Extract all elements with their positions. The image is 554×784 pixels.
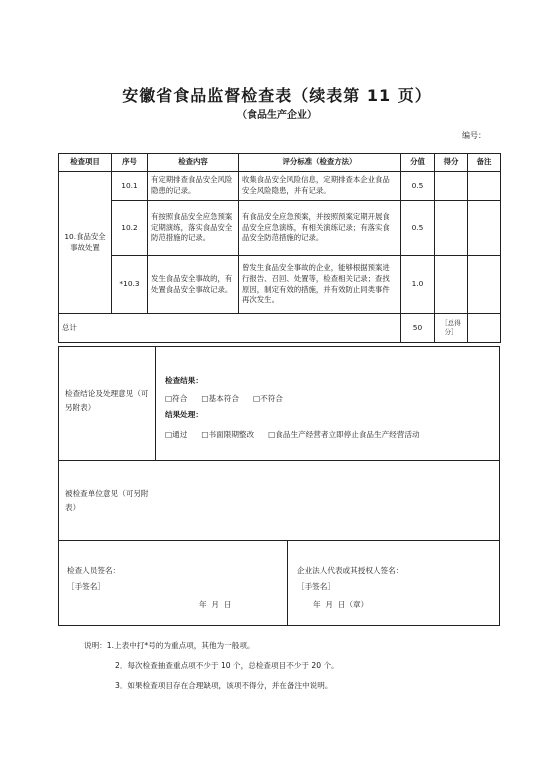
row-criteria: 有食品安全应急预案，并按照预案定期开展食品安全应急演练，有相关演练记录；有落实食品安全防范措施的记录。 [239, 201, 401, 256]
row-seq: *10.3 [112, 256, 148, 314]
header-seq: 序号 [112, 154, 148, 172]
inspection-table [58, 153, 501, 343]
row-criteria: 曾发生食品安全事故的企业，能够根据预案进行报告、召回、处置等，检查相关记录；查找原因，制定有效的措施，并有效防止同类事件再次发生。 [239, 256, 401, 314]
result-option-basic-comply[interactable]: □基本符合 [201, 394, 239, 403]
legal-sign-label: 企业法人代表或其授权人签名： [297, 566, 404, 575]
row-got-cell[interactable] [435, 201, 468, 256]
row-got-cell[interactable] [435, 256, 468, 314]
header-score: 分值 [401, 154, 435, 172]
row-score: 0.5 [401, 172, 435, 201]
row-remark-cell[interactable] [468, 201, 501, 256]
header-item: 检查项目 [59, 154, 112, 172]
total-score: 50 [401, 314, 435, 343]
row-seq: 10.1 [112, 172, 148, 201]
total-remark-cell [468, 314, 501, 343]
handling-option-rectify[interactable]: □书面限期整改 [201, 430, 255, 439]
row-score: 0.5 [401, 201, 435, 256]
note-line: 说明：1.上表中打*号的为重点项，其他为一般项。 [84, 641, 255, 650]
row-criteria: 收集食品安全风险信息，定期排查本企业食品安全风险隐患，并有记录。 [239, 172, 401, 201]
header-remark: 备注 [468, 154, 501, 172]
row-score: 1.0 [401, 256, 435, 314]
note-line: 3．如果检查项目存在合理缺项，该项不得分，并在备注中说明。 [115, 681, 333, 690]
legal-date: 年 月 日（章） [313, 600, 369, 609]
row-content: 有定期排查食品安全风险隐患的记录。 [148, 172, 239, 201]
total-label: 总计 [59, 314, 401, 343]
header-criteria: 评分标准（检查方法） [239, 154, 401, 172]
table-row [59, 172, 501, 201]
legal-signature[interactable]: ［手签名］ [297, 582, 335, 591]
conclusion-section [58, 346, 500, 461]
row-remark-cell[interactable] [468, 256, 501, 314]
inspected-opinion-section [58, 460, 500, 541]
conclusion-label: 检查结论及处理意见（可另附表） [65, 389, 149, 412]
table-row [59, 256, 501, 314]
row-content: 发生食品安全事故的，有处置食品安全事故记录。 [148, 256, 239, 314]
inspected-opinion-label: 被检查单位意见（可另附表） [65, 489, 149, 512]
note-line: 2．每次检查抽查重点项不少于 10 个，总检查项目不少于 20 个。 [115, 661, 339, 670]
item-name: 10.食品安全事故处置 [59, 172, 112, 314]
result-label: 检查结果： [165, 376, 203, 385]
conclusion-label-cell [59, 347, 156, 460]
page-title: 安徽省食品监督检查表（续表第 11 页） [122, 86, 432, 105]
row-seq: 10.2 [112, 201, 148, 256]
inspector-sign-label: 检查人员签名： [67, 566, 121, 575]
inspector-signature[interactable]: ［手签名］ [67, 582, 105, 591]
result-option-not-comply[interactable]: □不符合 [252, 394, 283, 403]
result-option-comply[interactable]: □符合 [165, 394, 188, 403]
handling-option-pass[interactable]: □通过 [165, 430, 188, 439]
table-header-row [59, 154, 501, 172]
inspector-date: 年 月 日 [199, 600, 232, 609]
handling-label: 结果处理： [165, 410, 203, 419]
page-subtitle: （食品生产企业） [237, 110, 317, 121]
signature-divider [287, 541, 288, 625]
handling-option-stop[interactable]: □食品生产经营者立即停止食品生产经营活动 [268, 430, 420, 439]
row-got-cell[interactable] [435, 172, 468, 201]
notes [84, 636, 339, 696]
header-content: 检查内容 [148, 154, 239, 172]
table-row [59, 201, 501, 256]
total-got-score[interactable]: ［总得分］ [435, 314, 468, 343]
signature-section [58, 540, 500, 626]
header-got: 得分 [435, 154, 468, 172]
handling-options [165, 429, 420, 440]
doc-number-label: 编号： [462, 131, 486, 140]
result-options [165, 393, 283, 404]
row-remark-cell[interactable] [468, 172, 501, 201]
total-row [59, 314, 501, 343]
row-content: 有按照食品安全应急预案定期演练，落实食品安全防范措施的记录。 [148, 201, 239, 256]
